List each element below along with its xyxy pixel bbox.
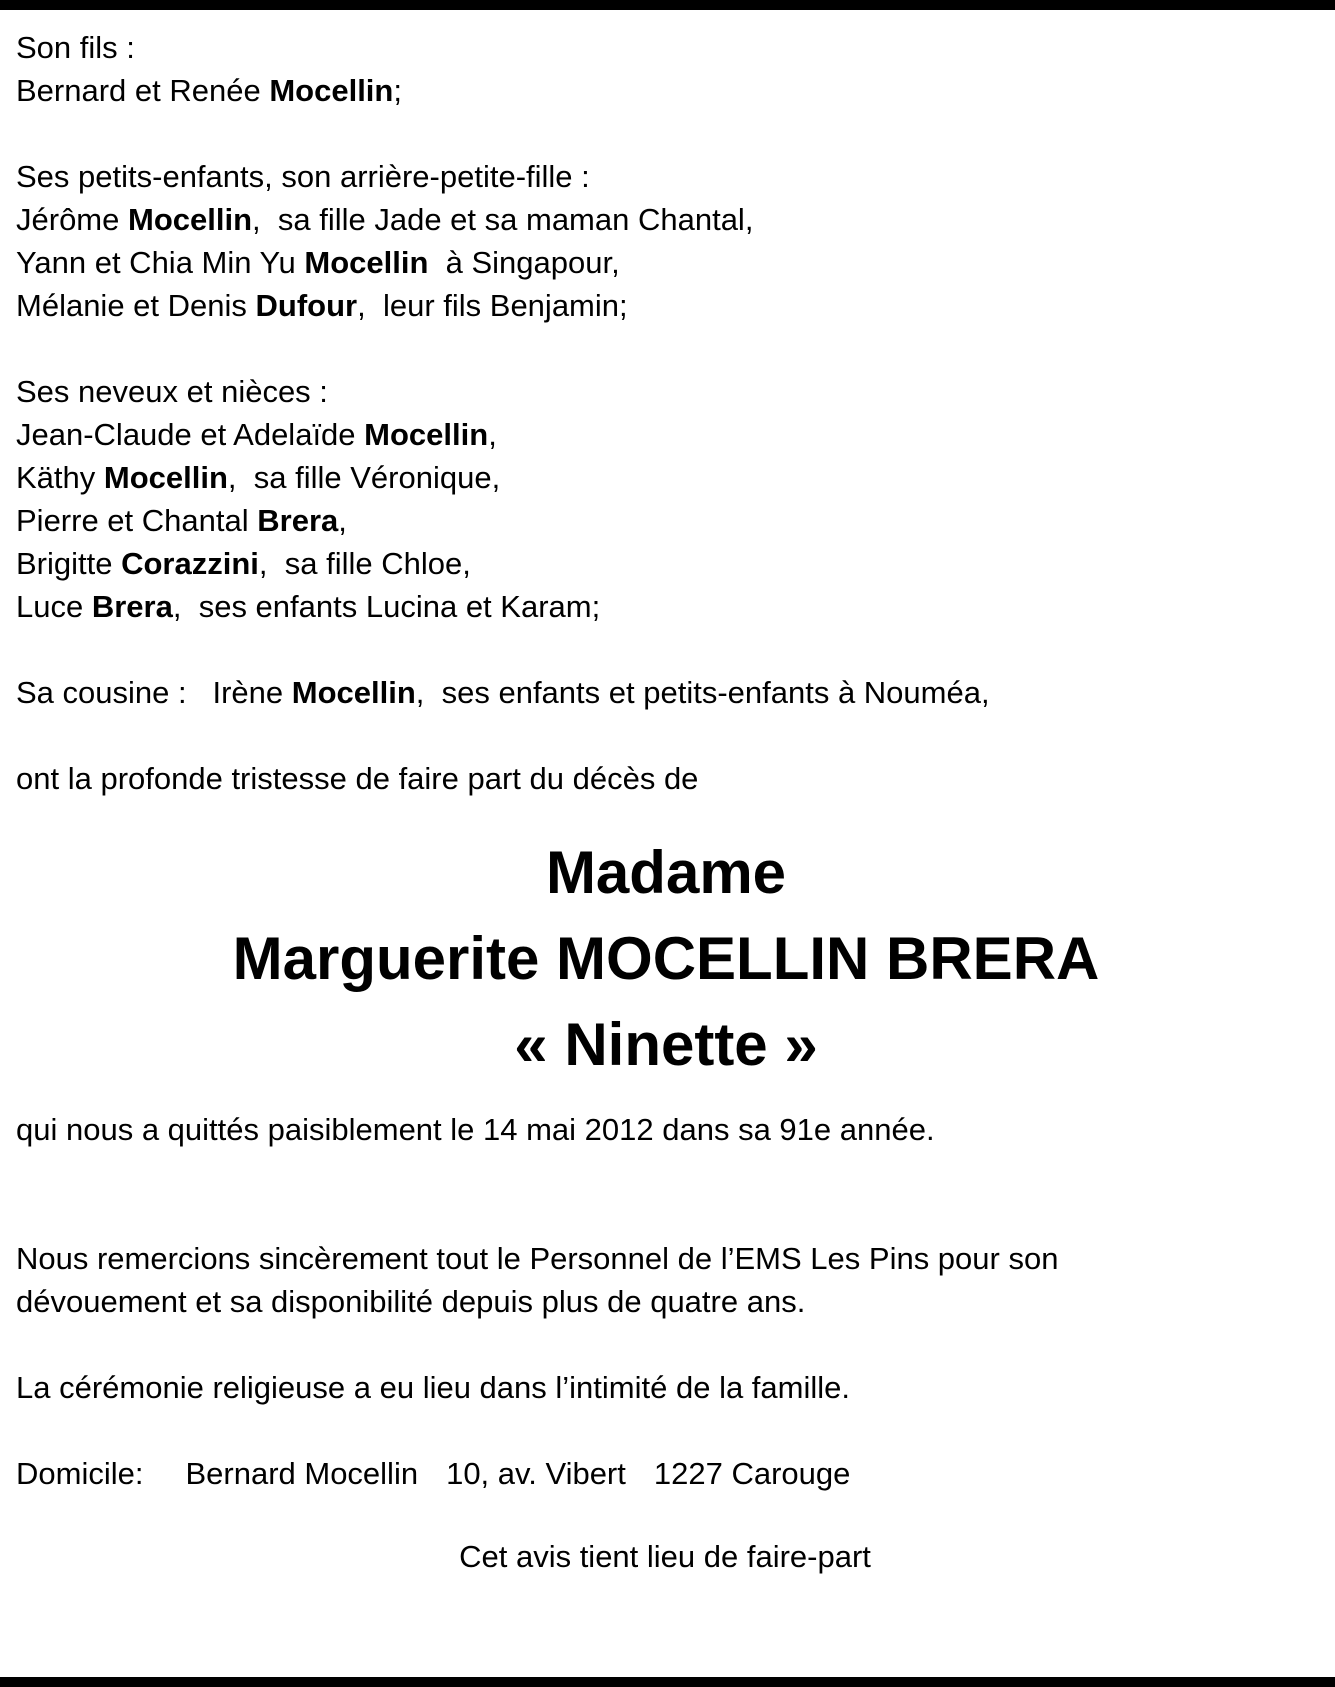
grandchildren-line: Mélanie et Denis Dufour, leur fils Benjamin; bbox=[16, 288, 628, 323]
top-border bbox=[0, 0, 1335, 10]
domicile-street: 10, av. Vibert bbox=[446, 1456, 626, 1491]
surname: Dufour bbox=[255, 288, 358, 323]
domicile-label: Domicile: bbox=[16, 1456, 144, 1491]
obituary-text bbox=[16, 26, 1316, 1578]
domicile-line bbox=[16, 1452, 1316, 1495]
deceased-title: Madame bbox=[545, 839, 787, 906]
surname: Brera bbox=[91, 589, 173, 624]
surname: Brera bbox=[257, 503, 339, 538]
thanks-line: dévouement et sa disponibilité depuis plus de quatre ans. bbox=[16, 1284, 806, 1319]
surname: Mocellin bbox=[269, 73, 394, 108]
son-line: Bernard et Renée Mocellin; bbox=[16, 73, 402, 108]
domicile-name: Bernard Mocellin bbox=[185, 1456, 419, 1491]
deceased-full-name: Marguerite MOCELLIN BRERA bbox=[232, 925, 1100, 992]
deceased-name-block bbox=[16, 830, 1316, 1088]
cousin-line: Sa cousine : Irène Mocellin, ses enfants et petits-enfants à Nouméa, bbox=[16, 675, 990, 710]
bottom-border bbox=[0, 1677, 1335, 1687]
nephews-line: Luce Brera, ses enfants Lucina et Karam; bbox=[16, 589, 601, 624]
surname: Mocellin bbox=[103, 460, 228, 495]
nephews-heading: Ses neveux et nièces : bbox=[16, 374, 328, 409]
domicile-city: 1227 Carouge bbox=[653, 1456, 851, 1491]
passing-statement: qui nous a quittés paisiblement le 14 mai 2012 dans sa 91e année. bbox=[16, 1112, 935, 1147]
nephews-line: Jean-Claude et Adelaïde Mocellin, bbox=[16, 417, 497, 452]
cousin-heading: Sa cousine : bbox=[16, 675, 187, 710]
son-heading: Son fils : bbox=[16, 30, 135, 65]
surname: Mocellin bbox=[364, 417, 489, 452]
nephews-line: Brigitte Corazzini, sa fille Chloe, bbox=[16, 546, 471, 581]
deceased-nickname: « Ninette » bbox=[514, 1011, 818, 1078]
grandchildren-line: Jérôme Mocellin, sa fille Jade et sa maman Chantal, bbox=[16, 202, 754, 237]
footer-note: Cet avis tient lieu de faire-part bbox=[459, 1539, 871, 1574]
grandchildren-line: Yann et Chia Min Yu Mocellin à Singapour, bbox=[16, 245, 620, 280]
surname: Mocellin bbox=[291, 675, 416, 710]
surname: Corazzini bbox=[121, 546, 259, 581]
grandchildren-heading: Ses petits-enfants, son arrière-petite-fille : bbox=[16, 159, 590, 194]
surname: Mocellin bbox=[128, 202, 253, 237]
ceremony-statement: La cérémonie religieuse a eu lieu dans l’intimité de la famille. bbox=[16, 1370, 851, 1405]
thanks-line: Nous remercions sincèrement tout le Personnel de l’EMS Les Pins pour son bbox=[16, 1241, 1059, 1276]
announcement: ont la profonde tristesse de faire part du décès de bbox=[16, 761, 699, 796]
nephews-line: Käthy Mocellin, sa fille Véronique, bbox=[16, 460, 501, 495]
nephews-line: Pierre et Chantal Brera, bbox=[16, 503, 347, 538]
surname: Mocellin bbox=[304, 245, 429, 280]
